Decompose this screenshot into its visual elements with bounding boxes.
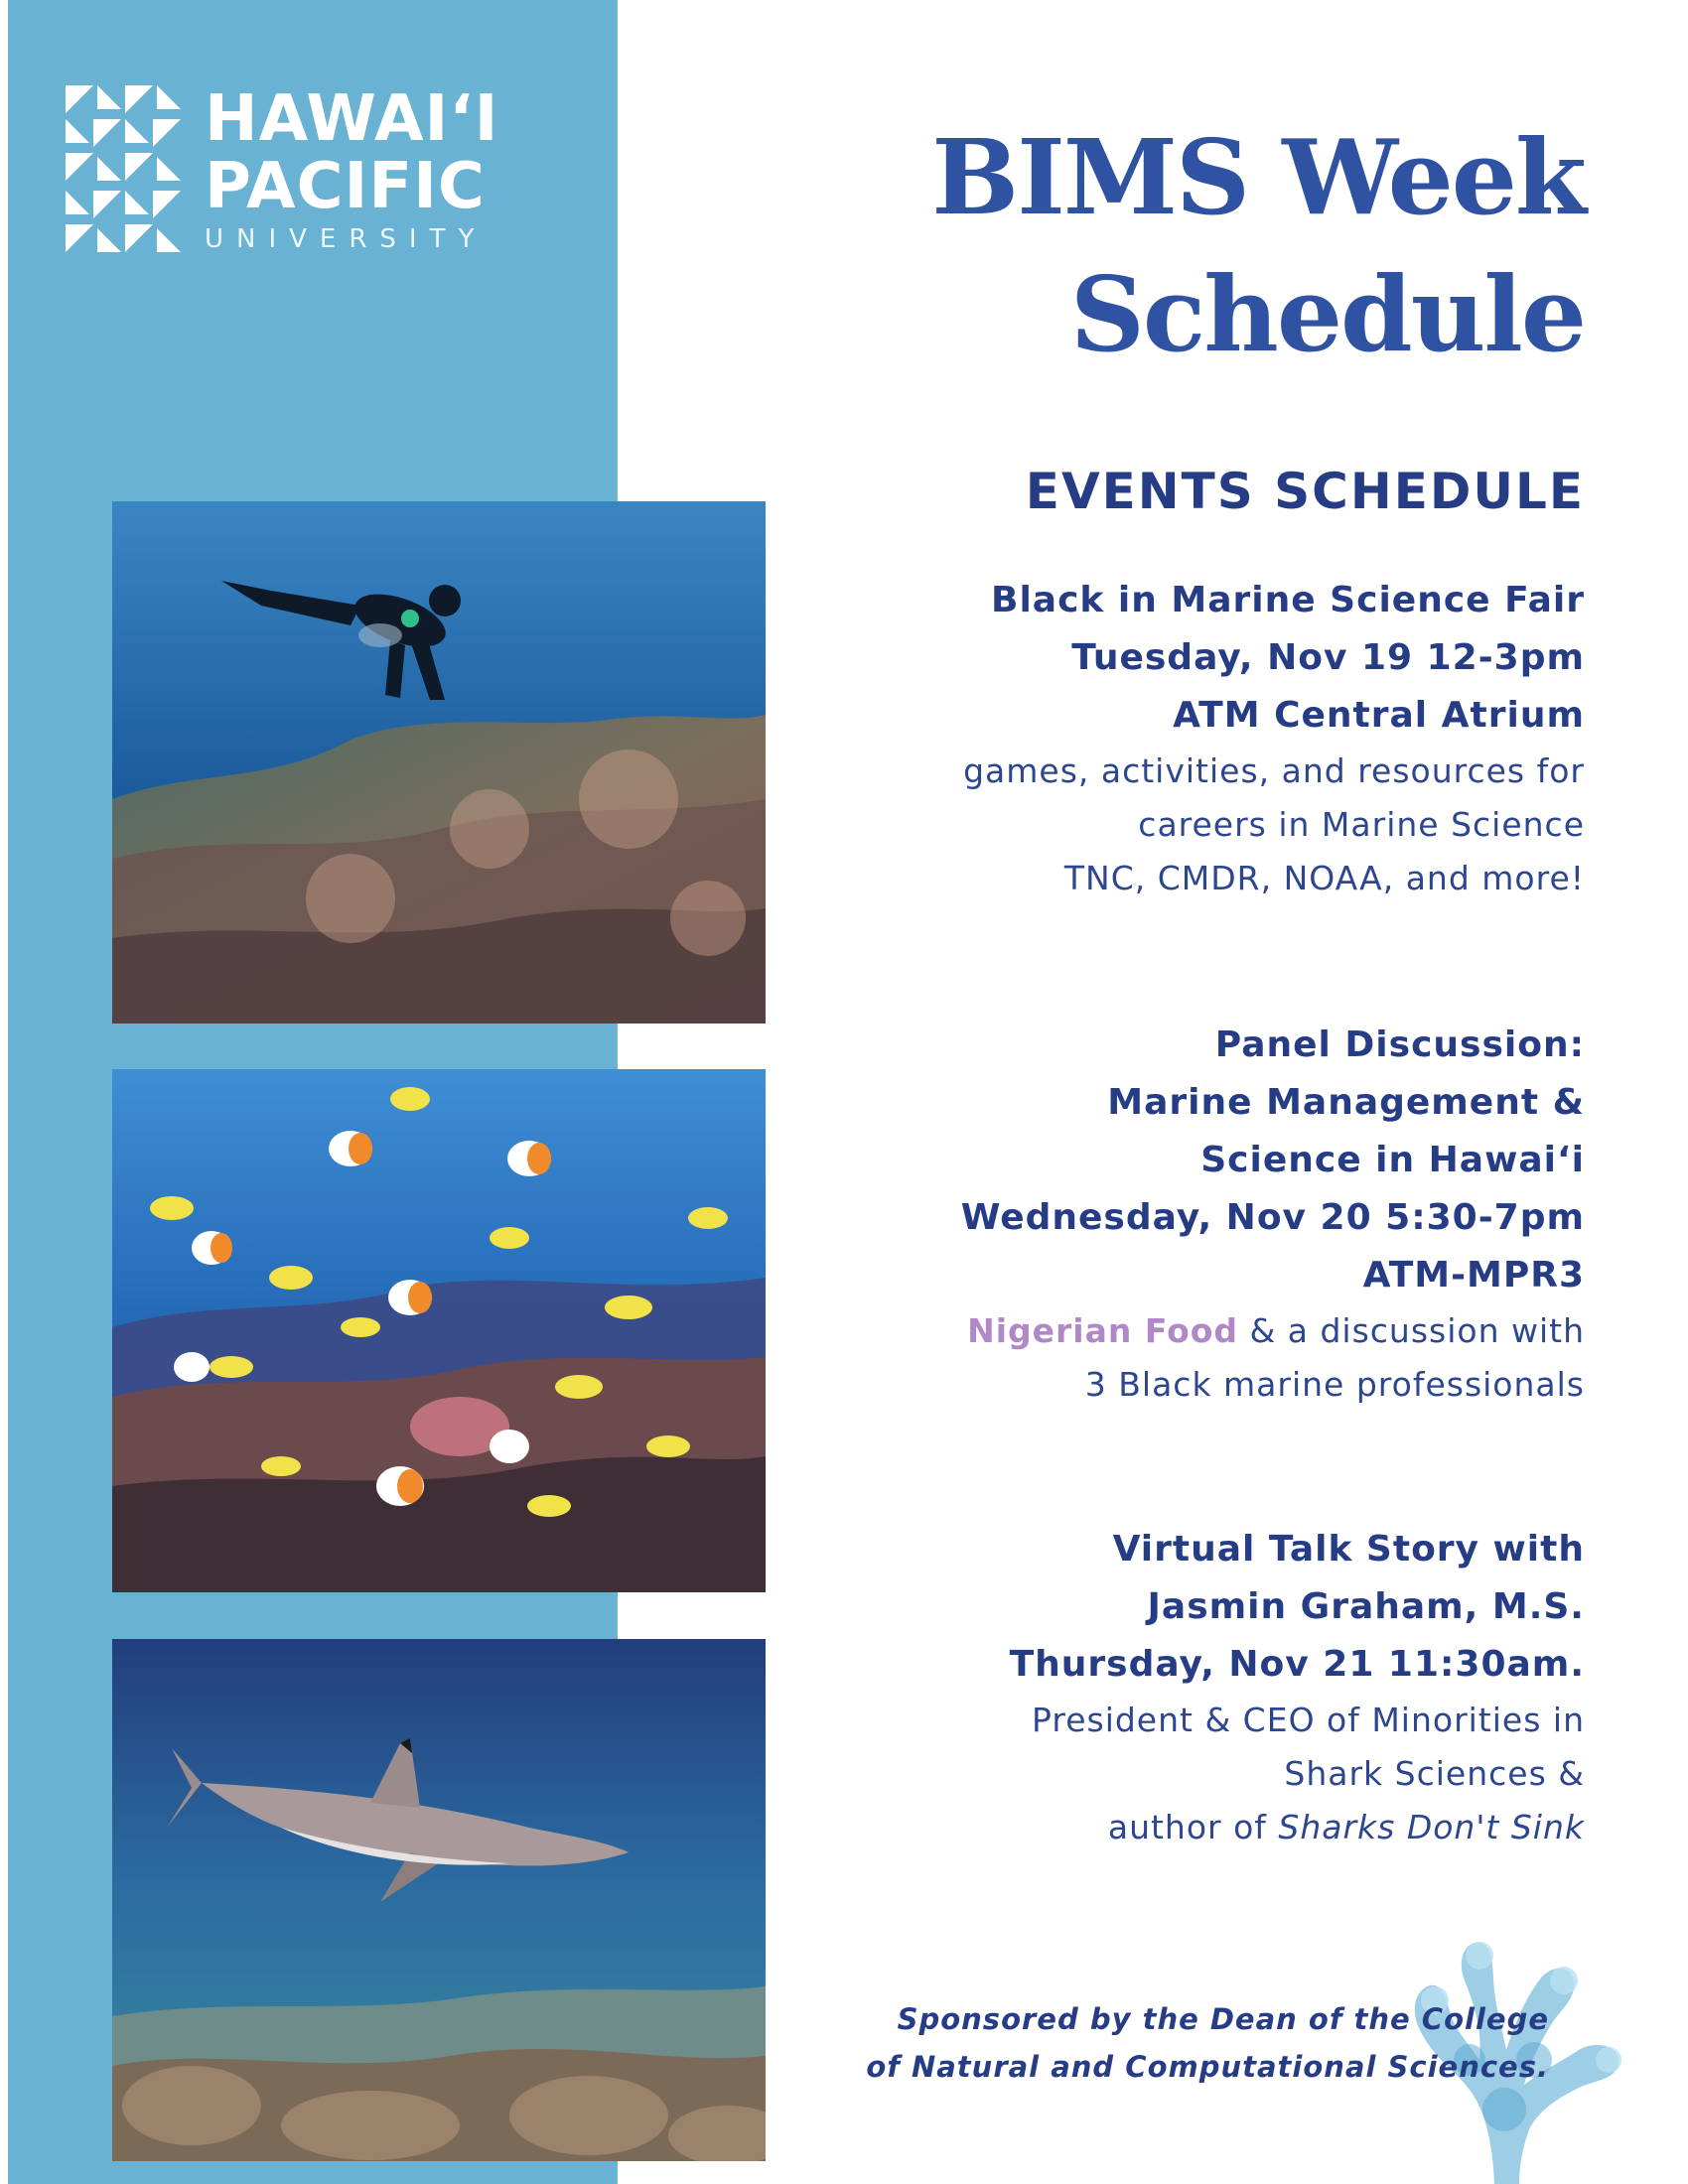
book-title: Sharks Don't Sink	[1278, 1808, 1585, 1846]
events-schedule-heading: EVENTS SCHEDULE	[1025, 463, 1585, 520]
event-datetime: Tuesday, Nov 19 12-3pm	[1071, 637, 1585, 678]
event-description-line	[771, 1304, 1585, 1358]
diver-reef-photo	[112, 501, 766, 1024]
event-title: Black in Marine Science Fair	[991, 580, 1585, 620]
page-title-line-1: BIMS Week	[931, 116, 1585, 238]
event-description-line: 3 Black marine professionals	[1084, 1365, 1585, 1404]
sponsor-line-2: of Natural and Computational Sciences.	[866, 2050, 1549, 2084]
shark-photo	[112, 1639, 766, 2161]
event-description-line: Shark Sciences &	[1284, 1754, 1585, 1793]
event-description-line: President & CEO of Minorities in	[1032, 1701, 1585, 1739]
event-description-rest: & a discussion with	[1238, 1311, 1585, 1350]
author-of-prefix: author of	[1107, 1808, 1279, 1846]
event-science-fair	[771, 572, 1585, 905]
logo-wordmark	[205, 82, 499, 254]
event-description-line	[771, 1801, 1585, 1854]
nigerian-food-highlight: Nigerian Food	[967, 1311, 1239, 1350]
event-datetime: Thursday, Nov 21 11:30am.	[1009, 1644, 1585, 1685]
university-logo	[66, 82, 562, 264]
logo-line-hawaii: HAWAIʻI	[205, 82, 499, 156]
event-title-line: Virtual Talk Story with	[1112, 1529, 1585, 1570]
reef-fish-photo	[112, 1069, 766, 1592]
event-location: ATM Central Atrium	[1173, 695, 1585, 736]
event-description-line: games, activities, and resources for	[963, 751, 1585, 790]
event-title-line: Science in Hawaiʻi	[1200, 1140, 1585, 1180]
event-location: ATM-MPR3	[1362, 1255, 1585, 1296]
logo-line-university: UNIVERSITY	[205, 224, 488, 254]
event-title-line: Panel Discussion:	[1214, 1024, 1585, 1065]
page-title	[931, 109, 1585, 383]
hpu-triangle-mark-icon	[66, 85, 181, 254]
event-panel-discussion	[771, 1017, 1585, 1412]
event-title-line: Jasmin Graham, M.S.	[1147, 1586, 1585, 1627]
sponsor-note	[866, 1995, 1549, 2091]
page-title-line-2: Schedule	[1069, 253, 1585, 375]
event-description-line: TNC, CMDR, NOAA, and more!	[1063, 859, 1585, 897]
event-datetime: Wednesday, Nov 20 5:30-7pm	[960, 1197, 1585, 1238]
event-title-line: Marine Management &	[1107, 1082, 1585, 1123]
sidebar-edge	[0, 0, 8, 2184]
sponsor-line-1: Sponsored by the Dean of the College	[897, 2002, 1549, 2036]
logo-line-pacific: PACIFIC	[205, 150, 486, 223]
event-description-line: careers in Marine Science	[1138, 805, 1585, 844]
event-virtual-talk-story	[771, 1521, 1585, 1854]
